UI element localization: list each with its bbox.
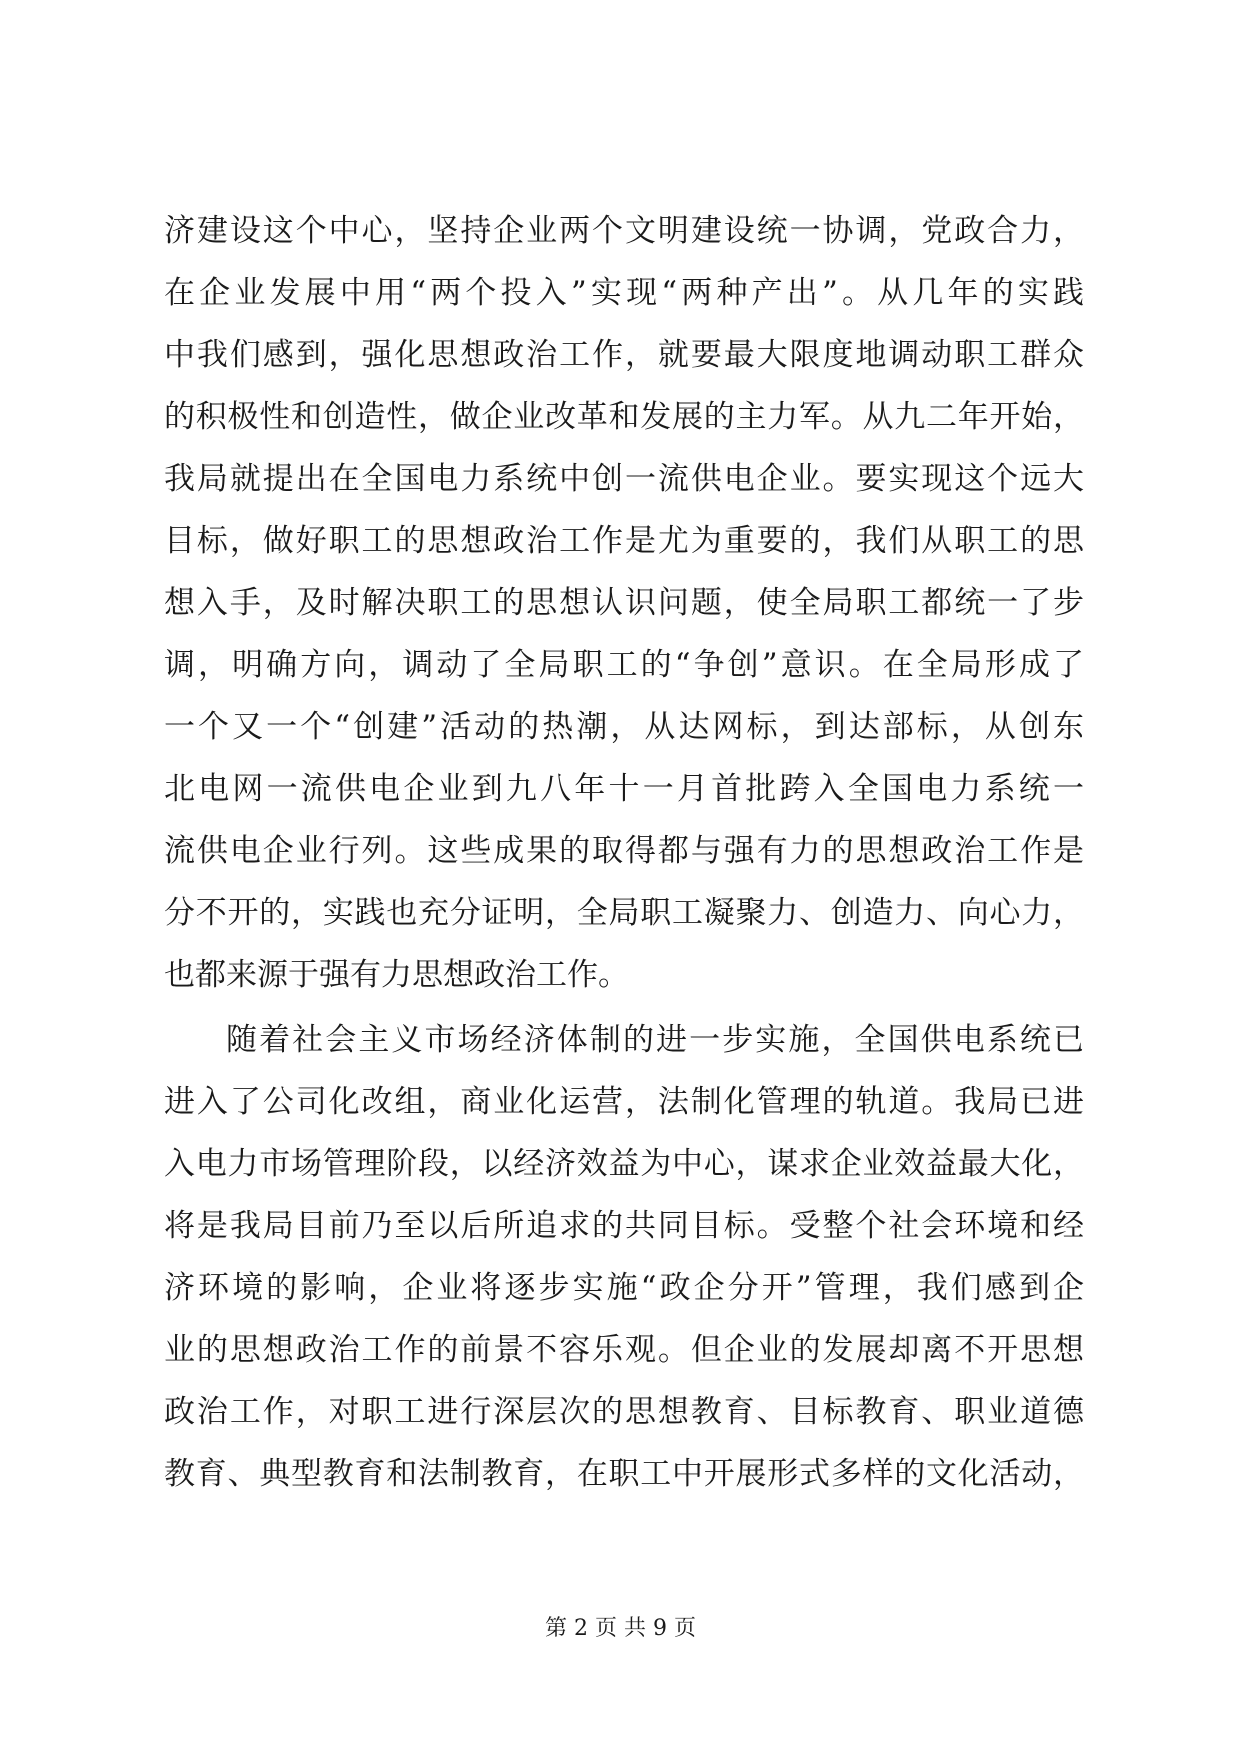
text-line: 业的思想政治工作的前景不容乐观。但企业的发展却离不开思想	[164, 1332, 1084, 1368]
text-line: 目标，做好职工的思想政治工作是尤为重要的，我们从职工的思	[164, 523, 1084, 559]
text-line: 一个又一个“创建”活动的热潮，从达网标，到达部标，从创东	[164, 709, 1084, 745]
text-line: 北电网一流供电企业到九八年十一月首批跨入全国电力系统一	[164, 771, 1084, 807]
text-line: 随着社会主义市场经济体制的进一步实施，全国供电系统已	[226, 1022, 1084, 1058]
text-line: 进入了公司化改组，商业化运营，法制化管理的轨道。我局已进	[164, 1084, 1084, 1120]
text-line: 我局就提出在全国电力系统中创一流供电企业。要实现这个远大	[164, 461, 1084, 497]
text-line: 也都来源于强有力思想政治工作。	[164, 957, 629, 993]
text-line: 想入手，及时解决职工的思想认识问题，使全局职工都统一了步	[164, 585, 1084, 621]
paragraph-2	[164, 1009, 1084, 1505]
text-line: 在企业发展中用“两个投入”实现“两种产出”。从几年的实践	[164, 275, 1084, 311]
text-line: 调，明确方向，调动了全局职工的“争创”意识。在全局形成了	[164, 647, 1084, 683]
text-line: 政治工作，对职工进行深层次的思想教育、目标教育、职业道德	[164, 1394, 1084, 1430]
text-line: 将是我局目前乃至以后所追求的共同目标。受整个社会环境和经	[164, 1208, 1084, 1244]
text-line: 中我们感到，强化思想政治工作，就要最大限度地调动职工群众	[164, 337, 1084, 373]
text-line: 济建设这个中心，坚持企业两个文明建设统一协调，党政合力，	[164, 213, 1084, 249]
text-line: 教育、典型教育和法制教育，在职工中开展形式多样的文化活动，	[164, 1456, 1084, 1492]
text-line: 入电力市场管理阶段，以经济效益为中心，谋求企业效益最大化，	[164, 1146, 1084, 1182]
text-line: 的积极性和创造性，做企业改革和发展的主力军。从九二年开始，	[164, 399, 1084, 435]
text-line: 济环境的影响，企业将逐步实施“政企分开”管理，我们感到企	[164, 1270, 1084, 1306]
body-text	[164, 200, 1084, 1505]
text-line: 分不开的，实践也充分证明，全局职工凝聚力、创造力、向心力，	[164, 895, 1084, 931]
page-footer	[0, 1614, 1241, 1644]
text-line: 流供电企业行列。这些成果的取得都与强有力的思想政治工作是	[164, 833, 1084, 869]
paragraph-1	[164, 200, 1084, 1006]
page-number-label: 第 2 页 共 9 页	[545, 1616, 696, 1641]
